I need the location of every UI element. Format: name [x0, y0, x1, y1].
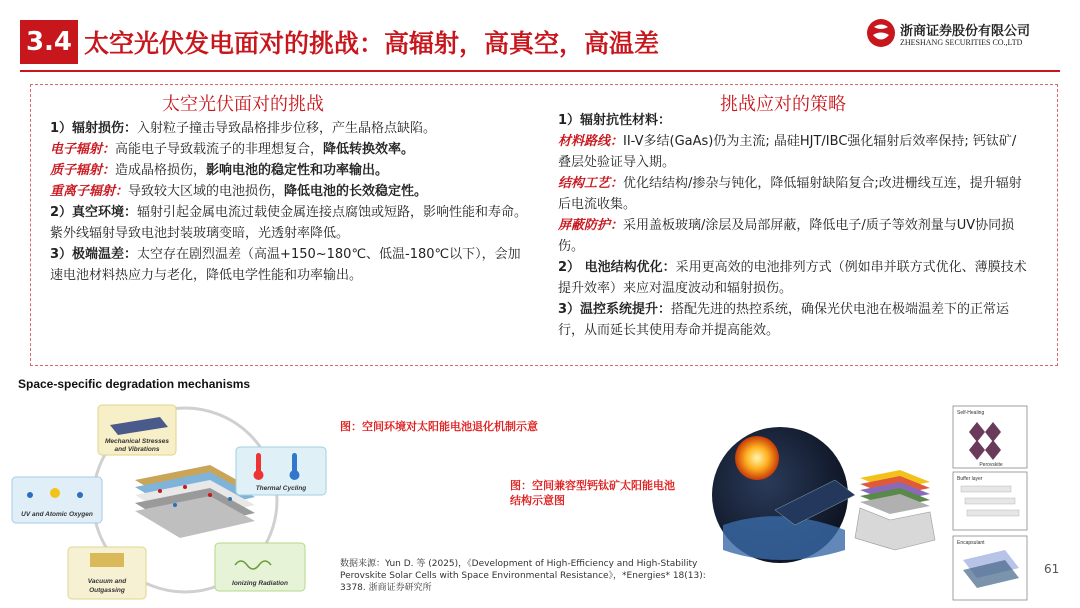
- vacuum-panel: [68, 547, 146, 599]
- source-note: 数据来源：Yun D. 等 (2025)，《Development of High-Efficiency and High-Stability Perovskite Solar Cells with Space Environmental Resistance》，*Energies* 18(13): 3378. 浙商证券研究所: [340, 559, 706, 593]
- challenge-vacuum: [50, 202, 528, 244]
- vacuum-chamber-icon: [90, 553, 124, 567]
- emphasis: 影响电池的稳定性和功率输出。: [206, 163, 389, 178]
- text: 太空存在剧烈温差（高温+150~180℃、低温-180℃以下），会加速电池材料热应力与老化，降低电学性能和功率输出。: [50, 247, 521, 283]
- mechanical-stress-panel: [98, 405, 176, 455]
- section-badge: 3.4: [20, 20, 78, 64]
- uv-label: UV and Atomic Oxygen: [21, 511, 93, 518]
- sun-icon: [50, 488, 60, 498]
- label: 结构工艺：: [558, 176, 624, 191]
- emphasis: 降低电池的长效稳定性。: [284, 184, 428, 199]
- hot-thermometer-icon: [254, 470, 264, 480]
- strategy-shielding: [558, 215, 1028, 257]
- text: 优化结结构/掺杂与钝化，降低辐射缺陷复合;改进栅线互连，提升辐射后电流收集。: [558, 176, 1022, 212]
- text: II-V多结(GaAs)仍为主流; 晶硅HJT/IBC强化辐射后效率保持; 钙钛矿/叠层处验证导入期。: [558, 134, 1017, 170]
- label: 材料路线：: [558, 134, 624, 149]
- strategy-materials-head: [558, 110, 1028, 131]
- label: 1）辐射损伤：: [50, 121, 138, 136]
- label: 屏蔽防护：: [558, 218, 624, 233]
- strategy-material-route: [558, 131, 1028, 173]
- page-title: 太空光伏发电面对的挑战：高辐射，高真空，高温差: [84, 29, 660, 58]
- buffer-layer-label: Buffer layer: [957, 476, 983, 482]
- sun-icon: [735, 436, 779, 480]
- text: 造成晶格损伤，: [115, 163, 207, 178]
- strategy-thermal-control: [558, 299, 1028, 341]
- degradation-diagram: [10, 395, 340, 605]
- text: 入射粒子撞击导致晶格排步位移，产生晶格点缺陷。: [137, 121, 437, 136]
- layered-cell-stack: [855, 470, 935, 550]
- strategies-heading: 挑战应对的策略: [720, 94, 846, 115]
- ionizing-radiation-panel: [215, 543, 305, 591]
- mechanical-label: Mechanical Stresses: [105, 438, 169, 445]
- text: 采用更高效的电池排列方式（例如串并联方式优化、薄膜技术提升效率）来应对温度波动和辐射损伤。: [558, 260, 1027, 296]
- label: 1）辐射抗性材料：: [558, 113, 672, 128]
- figure-title: Space-specific degradation mechanisms: [18, 377, 251, 391]
- challenge-proton: [50, 160, 528, 181]
- strategy-cell-structure: [558, 257, 1028, 299]
- thermal-cycling-panel: [236, 447, 326, 495]
- text: 高能电子导致载流子的非理想复合，: [115, 142, 324, 157]
- perovskite-illustration: [705, 400, 1035, 605]
- strategies-list: [558, 110, 1028, 341]
- thermal-label: Thermal Cycling: [255, 485, 307, 492]
- emphasis: 降低转换效率。: [323, 142, 415, 157]
- challenges-list: [50, 118, 528, 286]
- mechanical-label-2: and Vibrations: [114, 446, 160, 453]
- text: 搭配先进的热控系统，确保光伏电池在极端温差下的正常运行，从而延长其使用寿命并提高能效。: [558, 302, 1010, 338]
- label: 重离子辐射：: [50, 184, 129, 199]
- label: 电子辐射：: [50, 142, 116, 157]
- company-name-cn: 浙商证券股份有限公司: [900, 24, 1031, 39]
- label: 2） 电池结构优化：: [558, 260, 676, 275]
- encapsulant-label: Encapsulant: [957, 540, 985, 546]
- challenge-temperature: [50, 244, 528, 286]
- cold-thermometer-icon: [290, 470, 300, 480]
- page-number: 61: [1044, 562, 1060, 576]
- company-logo-icon: [866, 18, 896, 48]
- title-divider: [20, 70, 1060, 72]
- text: 采用盖板玻璃/涂层及局部屏蔽，降低电子/质子等效剂量与UV协同损伤。: [558, 218, 1015, 254]
- perovskite-label: Perovskite: [979, 462, 1003, 468]
- figure-caption-2: 图：空间兼容型钙钛矿太阳能电池结构示意图: [510, 479, 675, 507]
- company-name-en: ZHESHANG SECURITIES CO.,LTD: [900, 38, 1023, 47]
- challenge-heavy-ion: [50, 181, 528, 202]
- vacuum-label: Vacuum and: [87, 578, 127, 585]
- challenge-radiation: [50, 118, 528, 139]
- label: 2）真空环境：: [50, 205, 138, 220]
- label: 3）温控系统提升：: [558, 302, 672, 317]
- figure-caption-1: 图：空间环境对太阳能电池退化机制示意: [340, 420, 538, 433]
- label: 质子辐射：: [50, 163, 116, 178]
- strategy-structure-process: [558, 173, 1028, 215]
- self-healing-label: Self-Healing: [957, 410, 985, 416]
- text: 辐射引起金属电流过载使金属连接点腐蚀或短路，影响性能和寿命。紫外线辐射导致电池封装玻璃变暗，光透射率降低。: [50, 205, 528, 241]
- ionizing-label: Ionizing Radiation: [232, 580, 288, 587]
- vacuum-label-2: Outgassing: [89, 587, 125, 594]
- label: 3）极端温差：: [50, 247, 138, 262]
- uv-oxygen-panel: [12, 477, 102, 523]
- challenge-electron: [50, 139, 528, 160]
- text: 导致较大区域的电池损伤，: [128, 184, 285, 199]
- challenges-heading: 太空光伏面对的挑战: [162, 94, 324, 115]
